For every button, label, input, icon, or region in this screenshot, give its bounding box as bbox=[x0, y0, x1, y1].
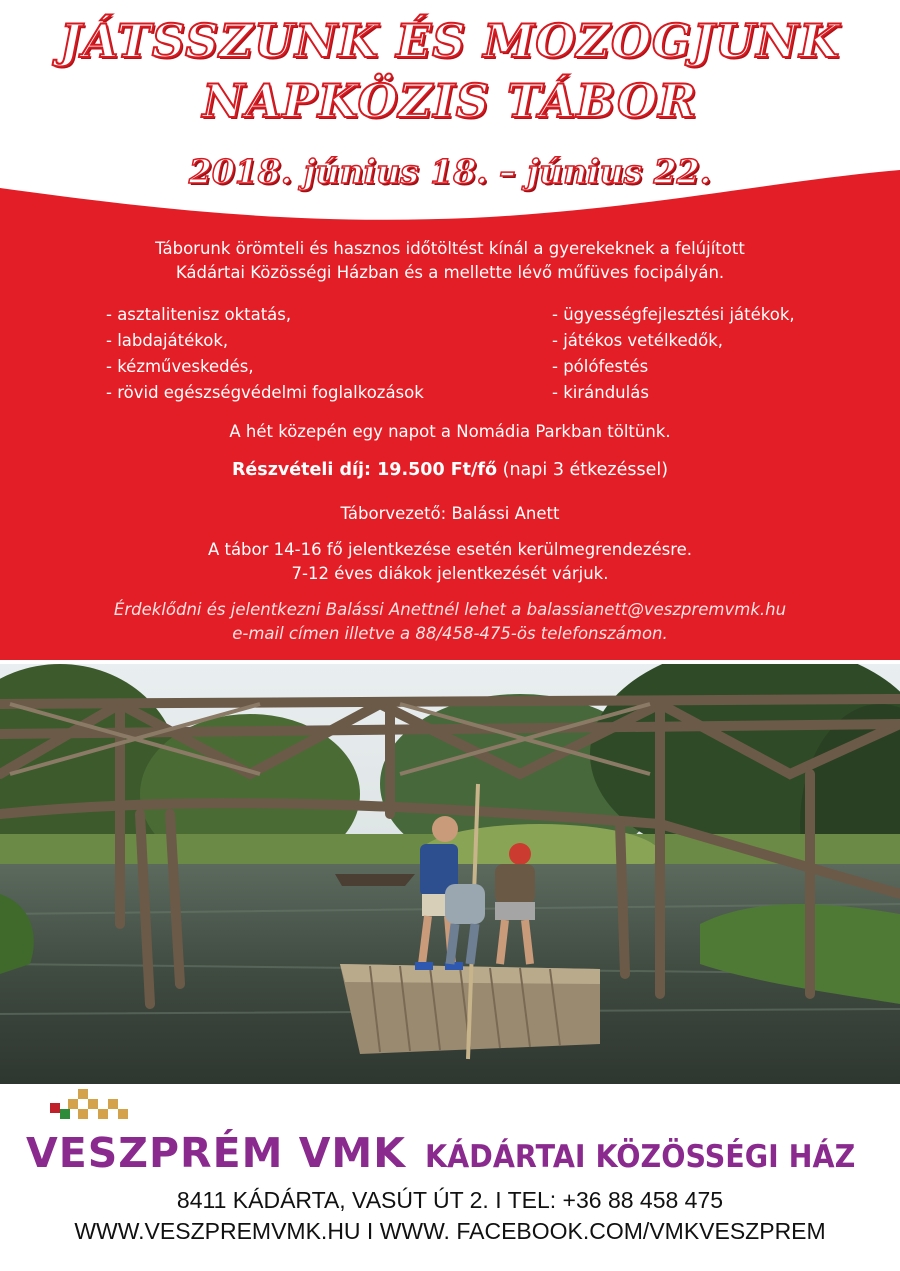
nomadia-note: A hét közepén egy napot a Nomádia Parkban töltünk. bbox=[229, 422, 671, 441]
contact-line-1: Érdeklődni és jelentkezni Balássi Anettnél lehet a balassianett@veszpremvmk.hu bbox=[113, 600, 787, 619]
title-line-2: NAPKÖZIS TÁBOR bbox=[202, 74, 698, 128]
brand-name: VESZPRÉM VMK bbox=[26, 1129, 406, 1177]
minimum-participants: A tábor 14-16 fő jelentkezése esetén kerülmegrendezésre. bbox=[207, 540, 693, 559]
age-range: 7-12 éves diákok jelentkezését várjuk. bbox=[291, 564, 609, 583]
web-links: WWW.VESZPREMVMK.HU I WWW. FACEBOOK.COM/VMKVESZPREM bbox=[74, 1218, 826, 1244]
intro-line-1: Táborunk örömteli és hasznos időtöltést kínál a gyerekeknek a felújított bbox=[155, 239, 745, 258]
activity-item: - ügyességfejlesztési játékok, bbox=[552, 305, 795, 324]
requirements bbox=[0, 538, 900, 586]
activities-left-list bbox=[106, 302, 424, 406]
vmk-logo-icon bbox=[50, 1089, 130, 1129]
activity-item: - asztalitenisz oktatás, bbox=[106, 305, 292, 324]
activity-item: - kirándulás bbox=[552, 383, 649, 402]
activities-right-list bbox=[552, 302, 795, 406]
fee-note: (napi 3 étkezéssel) bbox=[497, 460, 669, 480]
address-phone: 8411 KÁDÁRTA, VASÚT ÚT 2. I TEL: +36 88 458 475 bbox=[176, 1187, 724, 1213]
participation-fee bbox=[0, 458, 900, 482]
camp-dates: 2018. június 18. – június 22. bbox=[188, 152, 712, 191]
title-line-1: JÁTSSZUNK ÉS MOZOGJUNK bbox=[59, 14, 841, 68]
activity-item: - pólófestés bbox=[552, 357, 649, 376]
fee-label: Részvételi díj: 19.500 Ft/fő bbox=[231, 460, 498, 480]
intro-line-2: Kádártai Közösségi Házban és a mellette lévő műfüves focipályán. bbox=[175, 263, 725, 282]
intro-text bbox=[0, 237, 900, 285]
camp-photo bbox=[0, 664, 900, 1084]
community-house-name: KÁDÁRTAI KÖZÖSSÉGI HÁZ bbox=[425, 1139, 856, 1175]
contact-info bbox=[0, 598, 900, 646]
activity-item: - kézműveskedés, bbox=[106, 357, 254, 376]
activity-item: - játékos vetélkedők, bbox=[552, 331, 724, 350]
activity-item: - rövid egészségvédelmi foglalkozások bbox=[106, 383, 424, 402]
contact-line-2: e-mail címen illetve a 88/458-475-ös telefonszámon. bbox=[232, 624, 668, 643]
activity-item: - labdajátékok, bbox=[106, 331, 229, 350]
camp-leader: Táborvezető: Balássi Anett bbox=[340, 504, 560, 523]
